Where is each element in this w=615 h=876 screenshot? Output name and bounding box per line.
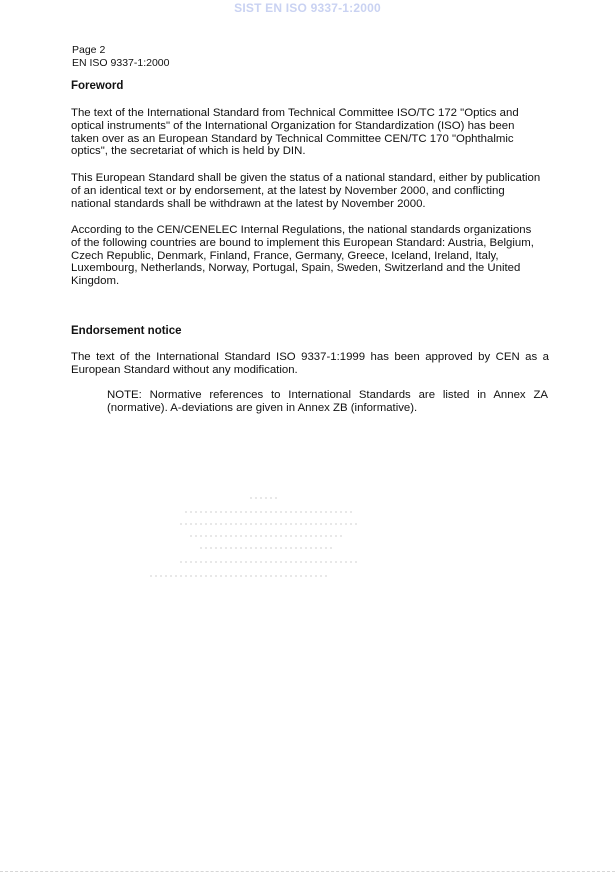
faded-stamp-graphic (140, 490, 380, 590)
text-line: Kingdom. (71, 275, 120, 288)
text-line: The text of the International Standard from Technical Committee ISO/TC 172 "Optics and (71, 107, 519, 119)
text-line: Czech Republic, Denmark, Finland, France, Germany, Greece, Iceland, Ireland, Italy, (71, 249, 499, 262)
text-line: optics", the secretariat of which is held by DIN. (71, 145, 306, 158)
text-line: Luxembourg, Netherlands, Norway, Portugal, Spain, Sweden, Switzerland and the United (71, 262, 521, 275)
foreword-paragraph-3 (71, 224, 561, 288)
endorsement-heading: Endorsement notice (71, 325, 182, 337)
text-line: national standards shall be withdrawn at the latest by November 2000. (71, 197, 426, 210)
foreword-heading: Foreword (71, 80, 124, 92)
text-line: of an identical text or by endorsement, at the latest by November 2000, and conflicting (71, 184, 505, 197)
endorsement-text: The text of the International Standard ISO 9337-1:1999 has been approved by CEN as a European Standard without any modification. (71, 351, 549, 376)
document-reference: EN ISO 9337-1:2000 (72, 56, 170, 69)
watermark: SIST EN ISO 9337-1:2000 (234, 1, 381, 15)
text-line: According to the CEN/CENELEC Internal Regulations, the national standards organizations (71, 224, 532, 236)
text-line: taken over as an European Standard by Technical Committee CEN/TC 170 "Ophthalmic (71, 132, 514, 145)
page-bottom-rule (0, 871, 615, 872)
endorsement-note: NOTE: Normative references to International Standards are listed in Annex ZA (normative). A-deviations are given in Annex ZB (informative). (107, 389, 548, 414)
text-line: of the following countries are bound to implement this European Standard: Austria, Belgium, (71, 236, 534, 249)
foreword-paragraph-1 (71, 107, 561, 158)
page-number: Page 2 (72, 44, 106, 56)
text-line: This European Standard shall be given the status of a national standard, either by publication (71, 172, 541, 184)
page-header (72, 44, 169, 69)
foreword-paragraph-2 (71, 172, 561, 210)
text-line: optical instruments" of the International Organization for Standardization (ISO) has been (71, 119, 515, 132)
